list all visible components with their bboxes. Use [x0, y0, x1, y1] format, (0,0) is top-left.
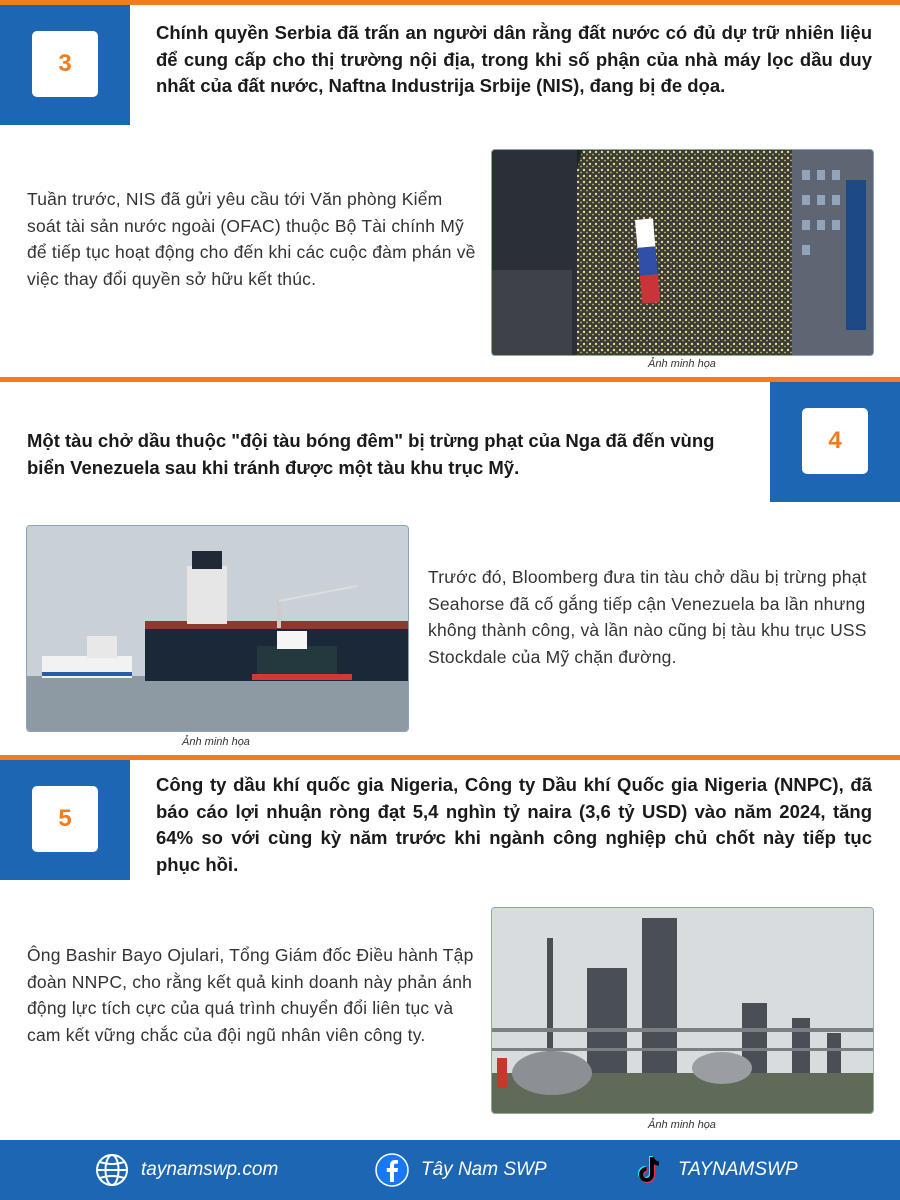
facebook-icon: [375, 1153, 409, 1187]
section-3-top-line: [0, 0, 900, 5]
section-5-number-block: [0, 760, 130, 880]
footer-tiktok-text: TAYNAMSWP: [678, 1159, 798, 1180]
section-3-number: 3: [32, 31, 98, 97]
section-3-photo-protest-crowd: [491, 149, 874, 356]
section-3-photo-caption: Ảnh minh họa: [648, 358, 716, 370]
section-4-body: Trước đó, Bloomberg đưa tin tàu chở dầu bị trừng phạt Seahorse đã cố gắng tiếp cận Venezuela ba lần nhưng không thành công, và lần nào cũng bị tàu khu trục USS Stockdale của Mỹ chặn đường.: [428, 567, 867, 667]
section-5-number: 5: [32, 786, 98, 852]
footer-bar: [0, 1140, 900, 1200]
section-4-top-line: [0, 377, 900, 382]
tiktok-icon: [632, 1153, 666, 1187]
section-5-photo-caption: Ảnh minh họa: [648, 1119, 716, 1131]
footer-website-link[interactable]: [95, 1140, 278, 1200]
footer-tiktok-link[interactable]: [632, 1140, 798, 1200]
section-5-top-line: [0, 755, 900, 760]
section-3-body: Tuần trước, NIS đã gửi yêu cầu tới Văn phòng Kiểm soát tài sản nước ngoài (OFAC) thuộc Bộ Tài chính Mỹ để tiếp tục hoạt động cho đến khi các cuộc đàm phán về việc thay đổi quyền sở hữu kết thúc.: [27, 189, 476, 289]
section-5-headline: Công ty dầu khí quốc gia Nigeria, Công ty Dầu khí Quốc gia Nigeria (NNPC), đã báo cáo lợi nhuận ròng đạt 5,4 nghìn tỷ naira (3,6 tỷ USD) vào năm 2024, tăng 64% so với cùng kỳ năm trước khi ngành công nghiệp chủ chốt này tiếp tục phục hồi.: [156, 774, 872, 875]
globe-icon: [95, 1153, 129, 1187]
footer-website-text: taynamswp.com: [141, 1159, 279, 1180]
section-5-photo-refinery: [491, 907, 874, 1114]
section-4-photo-caption: Ảnh minh họa: [182, 736, 250, 748]
section-4-headline: Một tàu chở dầu thuộc "đội tàu bóng đêm" bị trừng phạt của Nga đã đến vùng biển Venezuela sau khi tránh được một tàu khu trục Mỹ.: [27, 430, 715, 478]
footer-facebook-text: Tây Nam SWP: [421, 1159, 547, 1180]
section-4-photo-tanker-ship: [26, 525, 409, 732]
section-3-number-block: [0, 5, 130, 125]
section-3-headline: Chính quyền Serbia đã trấn an người dân rằng đất nước có đủ dự trữ nhiên liệu để cung cấp cho thị trường nội địa, trong khi số phận của nhà máy lọc dầu duy nhất của đất nước, Naftna Industrija Srbije (NIS), đang bị đe dọa.: [156, 22, 872, 96]
section-4-number-block: [770, 382, 900, 502]
section-5-body: Ông Bashir Bayo Ojulari, Tổng Giám đốc Điều hành Tập đoàn NNPC, cho rằng kết quả kinh doanh này phản ánh động lực tích cực của quá trình chuyển đổi liên tục và cam kết vững chắc của đội ngũ nhân viên công ty.: [27, 945, 474, 1045]
section-4-number: 4: [802, 408, 868, 474]
footer-facebook-link[interactable]: [375, 1140, 547, 1200]
